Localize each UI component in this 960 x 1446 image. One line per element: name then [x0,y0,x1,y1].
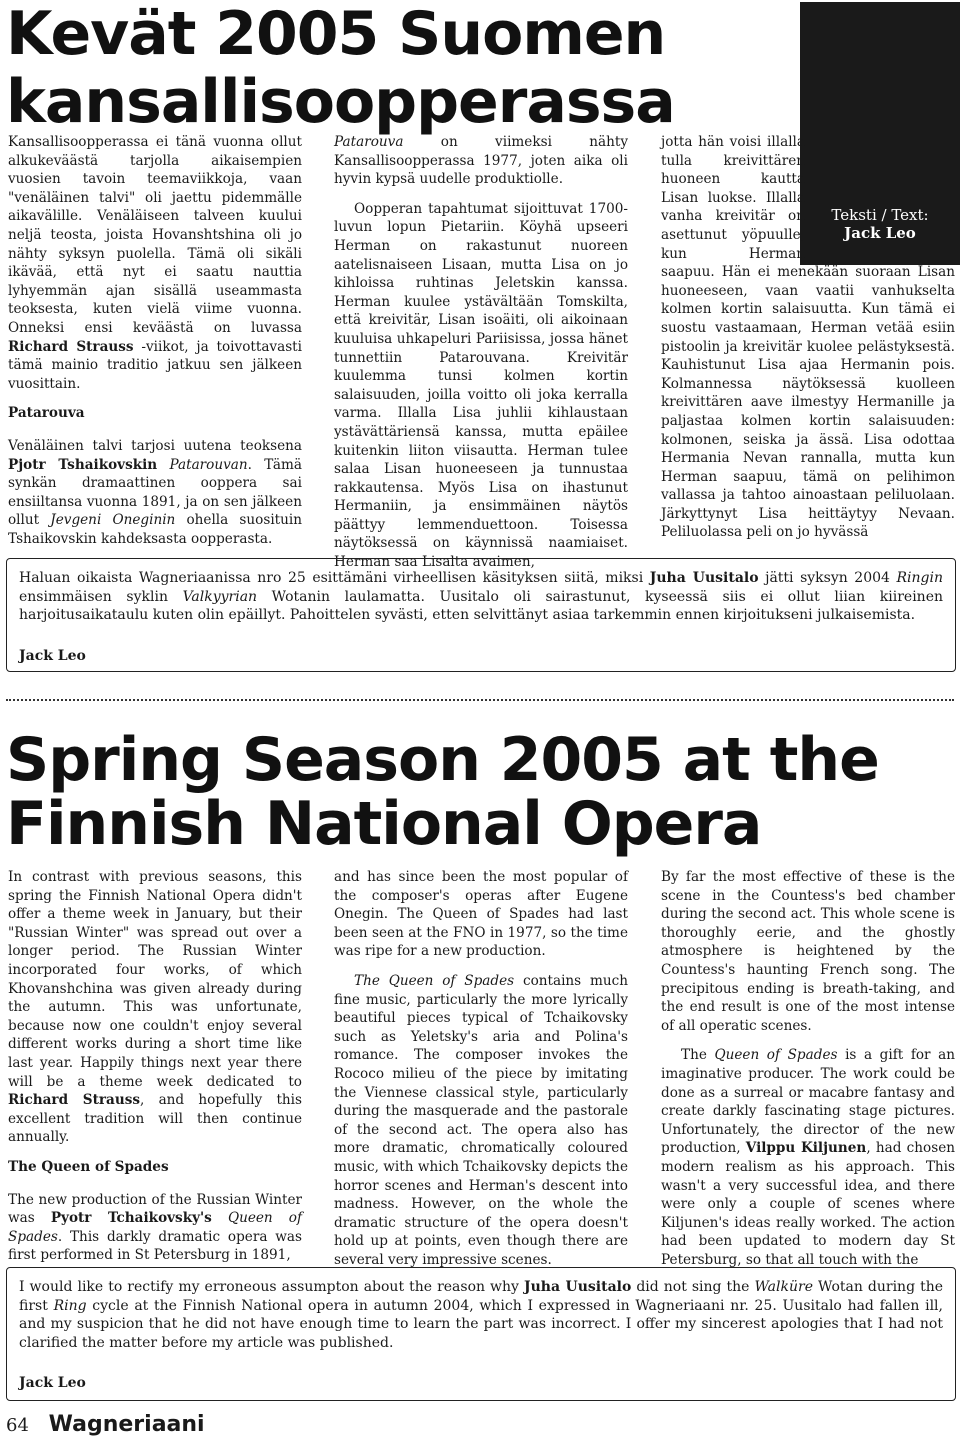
finnish-correction-signature: Jack Leo [19,647,86,664]
byline-author: Jack Leo [844,224,916,242]
finnish-patarouva-paragraph: Venäläinen talvi tarjosi uutena teoksena Pjotr Tshaikovskin Patarouvan. Tämä synkän dramaattinen ooppera sai ensiiltansa vuonna 1891, ja on sen jälkeen ollut Jevgeni Oneginin ohella suosituin Tshaikovskin kahdeksasta oopperasta. [8,437,303,547]
finnish-title-line-2: kansallisoopperassa [6,67,675,137]
finnish-plot-continued-paragraph: jotta hän voisi illalla tulla kreivittären huoneen kautta Lisan luokse. Illalla vanha kreivitär on asettunut yöpuulle, kun Herman saapuu. Hän ei menekään suoraan Lisan huoneeseen, vaan vaatii vanhukselta kolmen kortin salaisuutta. Kun tämä ei suostu vastaamaan, Herman vetää esiin pistoolin ja kreivitär kuolee pelästyksestä. Kauhistunut Lisa ajaa Hermanin pois. Kolmannessa näytöksessä kuolleen kreivittären aave ilmestyy Hermanille ja paljastaa kolmen kortin salaisuuden: kolmonen, seiska ja ässä. Lisa odottaa Hermania Nevan rannalla, mutta kun Herman saapuu, tämä on pelihimon vallassa ja tahtoo ainoastaan peliluolaan. Järkyttynyt Lisa heittäytyy Nevaan. Peliluolassa peli on jo hyvässä [661,134,955,541]
section-divider [6,699,954,701]
finnish-title [6,0,796,136]
page-footer [6,1412,205,1439]
english-correction-note [6,1267,956,1401]
finnish-correction-note [6,558,956,672]
english-history-paragraph: and has since been the most popular of the composer's operas after Eugene Onegin. The Queen of Spades had last been seen at the FNO in 1977, so the time was ripe for a new production. [334,869,628,960]
english-title-line-1: Spring Season 2005 at the [6,725,879,795]
english-strauss-name: Richard Strauss [8,1092,141,1109]
finnish-correction-text: Haluan oikaista Wagneriaanissa nro 25 esittämäni virheellisen käsityksen siitä, miksi Juha Uusitalo jätti syksyn 2004 Ringin ensimmäisen syklin Valkyyrian Wotanin laulamatta. Uusitalo oli sairastunut, kyseessä siis ei ollut liian kiireinen harjoitusaikataulu kuten olin epäillyt. Pahoittelen syvästi, etten selvittänyt asiaa tarkemmin ennen kirjoitukseni julkaisemista. [19,570,943,623]
english-intro-paragraph: In contrast with previous seasons, this spring the Finnish National Opera didn't offer a theme week in January, but their "Russian Winter" was spread out over a longer period. The Russian Winter incorporated four works, of which Khovanshchina was given already during the autumn. This was unfortunate, because now one couldn't enjoy several different works during a short time like last year. Happily things next year there will be a theme week dedicated to Richard Strauss, and hopefully this excellent tradition will then continue annually. [8,869,303,1146]
english-title-line-2: Finnish National Opera [6,789,762,859]
english-correction-text: I would like to rectify my erroneous assumpton about the reason why Juha Uusitalo did not sing the Walküre Wotan during the first Ring cycle at the Finnish National opera in autumn 2004, which I expressed in Wagneriaani nr. 25. Uusitalo had fallen ill, and my suspicion that he did not have enough time to learn the part was incorrect. I offer my sincerest apologies that I had not clarified the matter before my article was published. [19,1279,943,1351]
finnish-production-paragraph: Patarouva on viimeksi nähty Kansallisoopperassa 1977, joten aika oli hyvin kypsä uudelle produktiolle. [334,134,628,188]
english-section-heading: The Queen of Spades [8,1158,169,1175]
english-column-3 [661,868,955,1280]
english-production-paragraph: The Queen of Spades is a gift for an imaginative producer. The work could be done as a surreal or macabre fantasy and create darkly fascinating stage pictures. Unfortunately, the director of the new production, Vilppu Kiljunen, had chosen modern realism as his approach. This wasn't a very successful idea, and there were only a couple of scenes where Kiljunen's ideas really worked. The action had been updated to modern day St Petersburg, so that all touch with the [661,1047,955,1268]
finnish-column-2 [334,133,628,583]
finnish-column-1 [8,133,302,559]
finnish-plot-paragraph: Oopperan tapahtumat sijoittuvat 1700-luvun lopun Pietariin. Köyhä upseeri Herman on rakastunut nuoreen aatelisnaiseen Lisaan, mutta Lisa on jo kihloissa ruhtinas Jeletskin kanssa. Herman kuulee ystävältään Tomskilta, että kreivitär, Lisan isoäiti, oli aikoinaan kuuluisa uhkapeluri Pariisissa, jossa hänet tunnettiin Patarouvana. Kreivitär kuulemma tunsi kolmen kortin salaisuuden, joilla voitto oli joka kerralla varma. Illalla Lisa juhlii kihlaustaan ystävättäriensä kanssa, mutta epäilee kuitenkin liiton viisautta. Herman tulee salaa Lisan huoneeseen ja tunnustaa rakkautensa. Myös Lisa on ihastunut Hermaniin, ja ensimmäinen näytös päättyy lemmenduettoon. Toisessa näytöksessä on käynnissä naamiaiset. Herman saa Lisalta avaimen, [334,200,628,571]
finnish-section-heading: Patarouva [8,405,85,422]
english-scene-paragraph: By far the most effective of these is the scene in the Countess's bed chamber during the second act. This whole scene is thoroughly eerie, and the ghostly atmosphere is heightened by the Countess's haunting French song. The precipitous ending is breath-taking, and the end result is one of the most intense of all operatic scenes. [661,869,955,1034]
page-number: 64 [6,1415,29,1436]
finnish-title-line-1: Kevät 2005 Suomen [6,0,666,69]
finnish-column-3 [661,133,955,553]
english-queen-paragraph: The new production of the Russian Winter was Pyotr Tchaikovsky's Queen of Spades. This darkly dramatic opera was first performed in St Petersburg in 1891, [8,1191,302,1264]
finnish-strauss-name: Richard Strauss [8,338,134,355]
english-correction-signature: Jack Leo [19,1375,86,1391]
english-column-2 [334,868,628,1280]
finnish-intro-paragraph: Kansallisoopperassa ei tänä vuonna ollut alkukeväästä tarjolla aikaisempien vuosien tavoin teemaviikkoja, vaan "venäläinen talvi" oli jaettu pidemmälle aikavälille. Venäläiseen talveen kuului neljä teosta, joista Hovanshtshina oli jo nähty syksyn puolella. Tämä oli sikäli ikävää, että nyt ei saatu nauttia lyhyemmän ajan sisällä useammasta teoksesta, kuten vielä viime vuonna. Onneksi ensi keväästä on luvassa Richard Strauss -viikot, ja toivottavasti tämä mainio traditio jatkuu sen jälkeen vuosittain. [8,134,302,392]
english-music-paragraph: The Queen of Spades contains much fine music, particularly the more lyrically beautiful pieces typical of Tchaikovsky such as Yeletsky's aria and Polina's romance. The composer invokes the Rococo milieu of the piece by imitating the Viennese classical style, particularly during the masquerade and the pastorale of the second act. The opera also has more dramatic, chromatically coloured music, with which Tchaikovsky depicts the horror scenes and Herman's descent into madness. However, on the whole the dramatic structure of the opera doesn't hold up at points, even though there are several very impressive scenes. [334,972,628,1268]
english-title [6,725,956,859]
english-column-1 [8,868,302,1276]
magazine-name: Wagneriaani [48,1412,205,1437]
byline-label: Teksti / Text: [831,206,929,224]
